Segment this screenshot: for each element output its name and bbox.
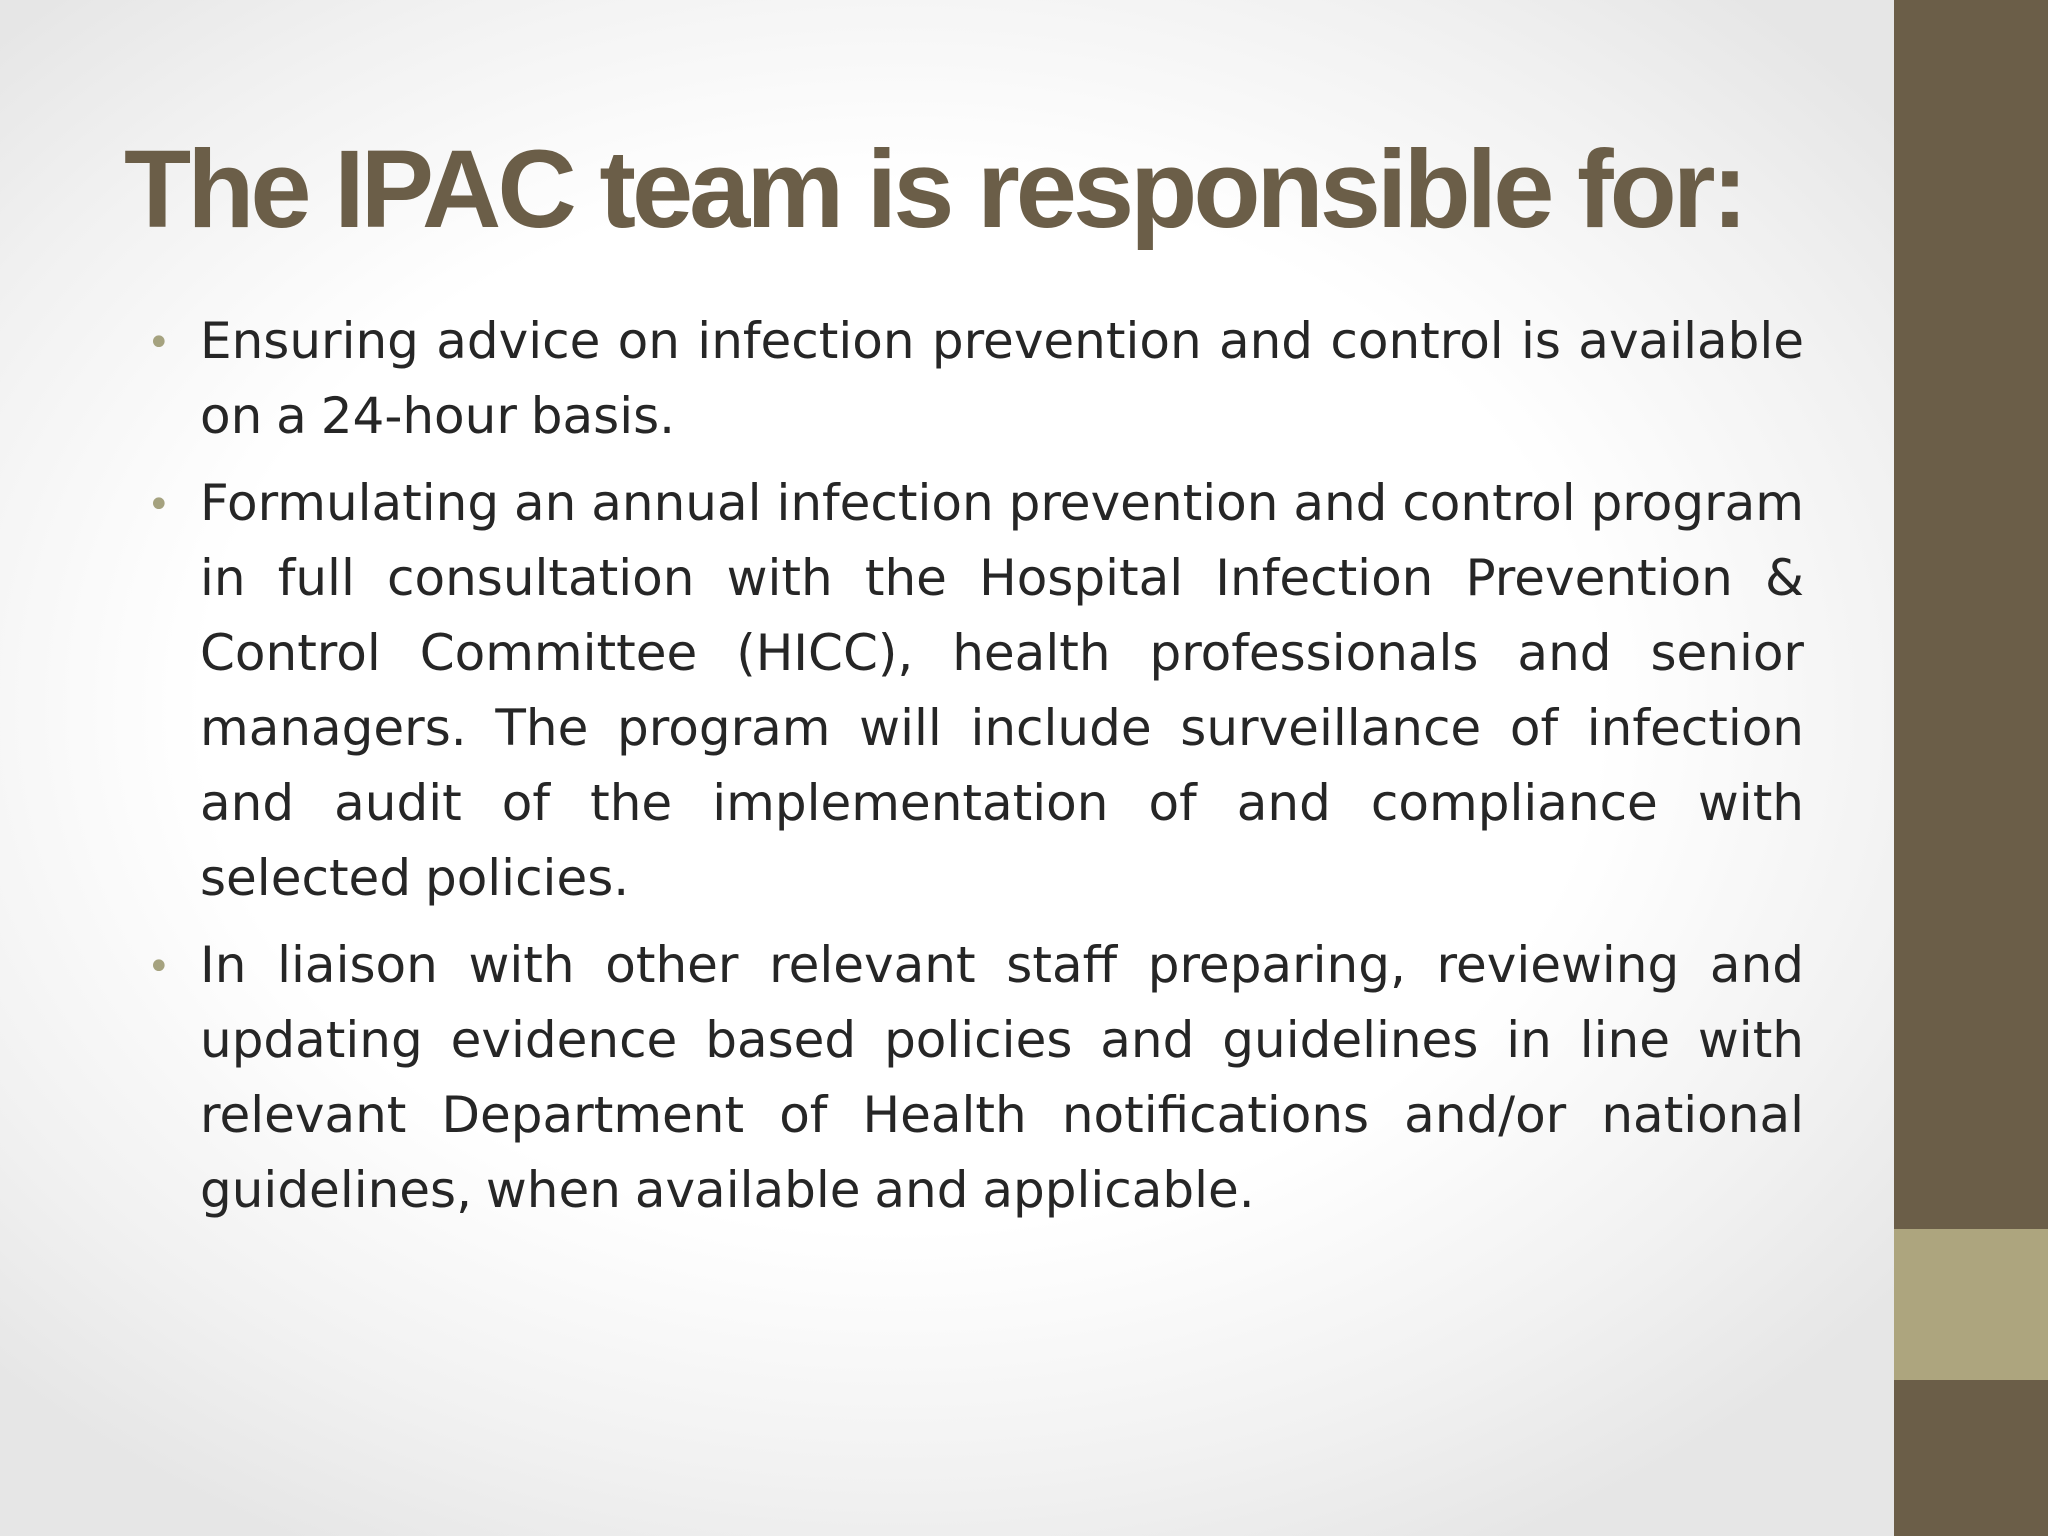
bullet-point-icon: • (147, 482, 171, 528)
bullet-item-policies (0, 928, 2048, 1228)
bullet-list (0, 304, 2048, 1240)
side-decoration-accent (1894, 1229, 2048, 1380)
bullet-point-icon: • (147, 320, 171, 366)
bullet-item-advice (0, 304, 2048, 454)
bullet-text: Ensuring advice on infection prevention and control is available on a 24-hour basis. (200, 312, 1804, 445)
bullet-text: In liaison with other relevant staff preparing, reviewing and updating evidence based policies and guidelines in line with relevant Department of Health notifications and/or national guidelines, when available and applicable. (200, 936, 1804, 1219)
slide-title: The IPAC team is responsible for: (124, 128, 1745, 251)
bullet-text: Formulating an annual infection prevention and control program in full consultation with the Hospital Infection Prevention & Control Committee (HICC), health professionals and senior managers. The program will include surveillance of infection and audit of the implementation of and compliance with selected policies. (200, 474, 1804, 907)
bullet-point-icon: • (147, 944, 171, 990)
bullet-item-program (0, 466, 2048, 916)
